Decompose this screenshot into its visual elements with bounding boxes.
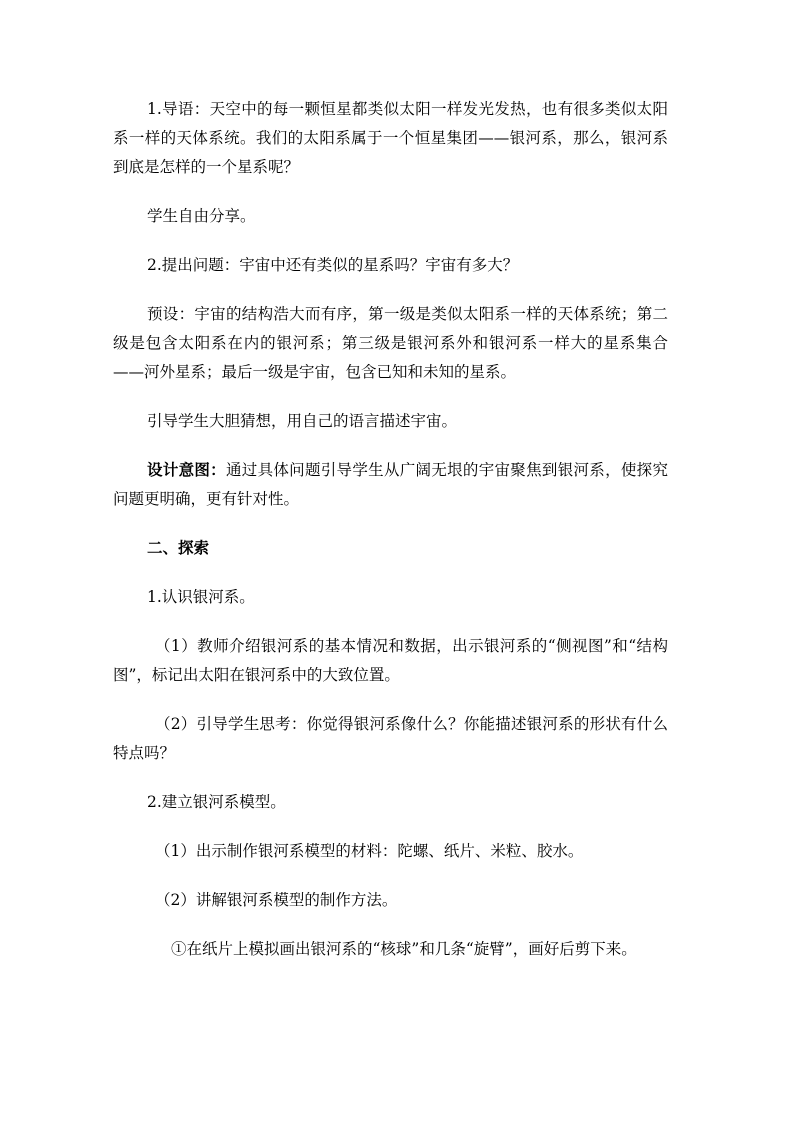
paragraph-build-model: 2.建立银河系模型。 xyxy=(147,793,286,811)
document-body xyxy=(113,95,668,984)
paragraph-teacher-intro: （1）教师介绍银河系的基本情况和数据，出示银河系的“侧视图”和“结构图”，标记出太阳在银河系中的大致位置。 xyxy=(113,637,668,684)
paragraph-materials: （1）出示制作银河系模型的材料：陀螺、纸片、米粒、胶水。 xyxy=(155,842,584,860)
paragraph-intro: 1.导语：天空中的每一颗恒星都类似太阳一样发光发热，也有很多类似太阳系一样的天体系统。我们的太阳系属于一个恒星集团——银河系，那么，银河系到底是怎样的一个星系呢？ xyxy=(113,100,668,176)
paragraph-know-galaxy: 1.认识银河系。 xyxy=(147,588,255,606)
design-intent-label: 设计意图： xyxy=(147,461,226,479)
paragraph-preset: 预设：宇宙的结构浩大而有序，第一级是类似太阳系一样的天体系统；第二级是包含太阳系在内的银河系；第三级是银河系外和银河系一样大的星系集合——河外星系；最后一级是宇宙，包含已知和未知的星系。 xyxy=(113,305,668,381)
paragraph-step-one: ①在纸片上模拟画出银河系的“核球”和几条“旋臂”，画好后剪下来。 xyxy=(171,940,637,958)
paragraph-method: （2）讲解银河系模型的制作方法。 xyxy=(155,891,398,909)
paragraph-student-share: 学生自由分享。 xyxy=(147,207,256,225)
paragraph-design-intent xyxy=(113,456,668,514)
section-heading-explore: 二、探索 xyxy=(147,539,210,557)
paragraph-guide-think: （2）引导学生思考：你觉得银河系像什么？你能描述银河系的形状有什么特点吗？ xyxy=(113,715,668,762)
paragraph-question: 2.提出问题：宇宙中还有类似的星系吗？宇宙有多大？ xyxy=(147,256,519,274)
design-intent-text: 通过具体问题引导学生从广阔无垠的宇宙聚焦到银河系，使探究问题更明确，更有针对性。 xyxy=(113,461,668,508)
paragraph-guide: 引导学生大胆猜想，用自己的语言描述宇宙。 xyxy=(147,412,458,430)
